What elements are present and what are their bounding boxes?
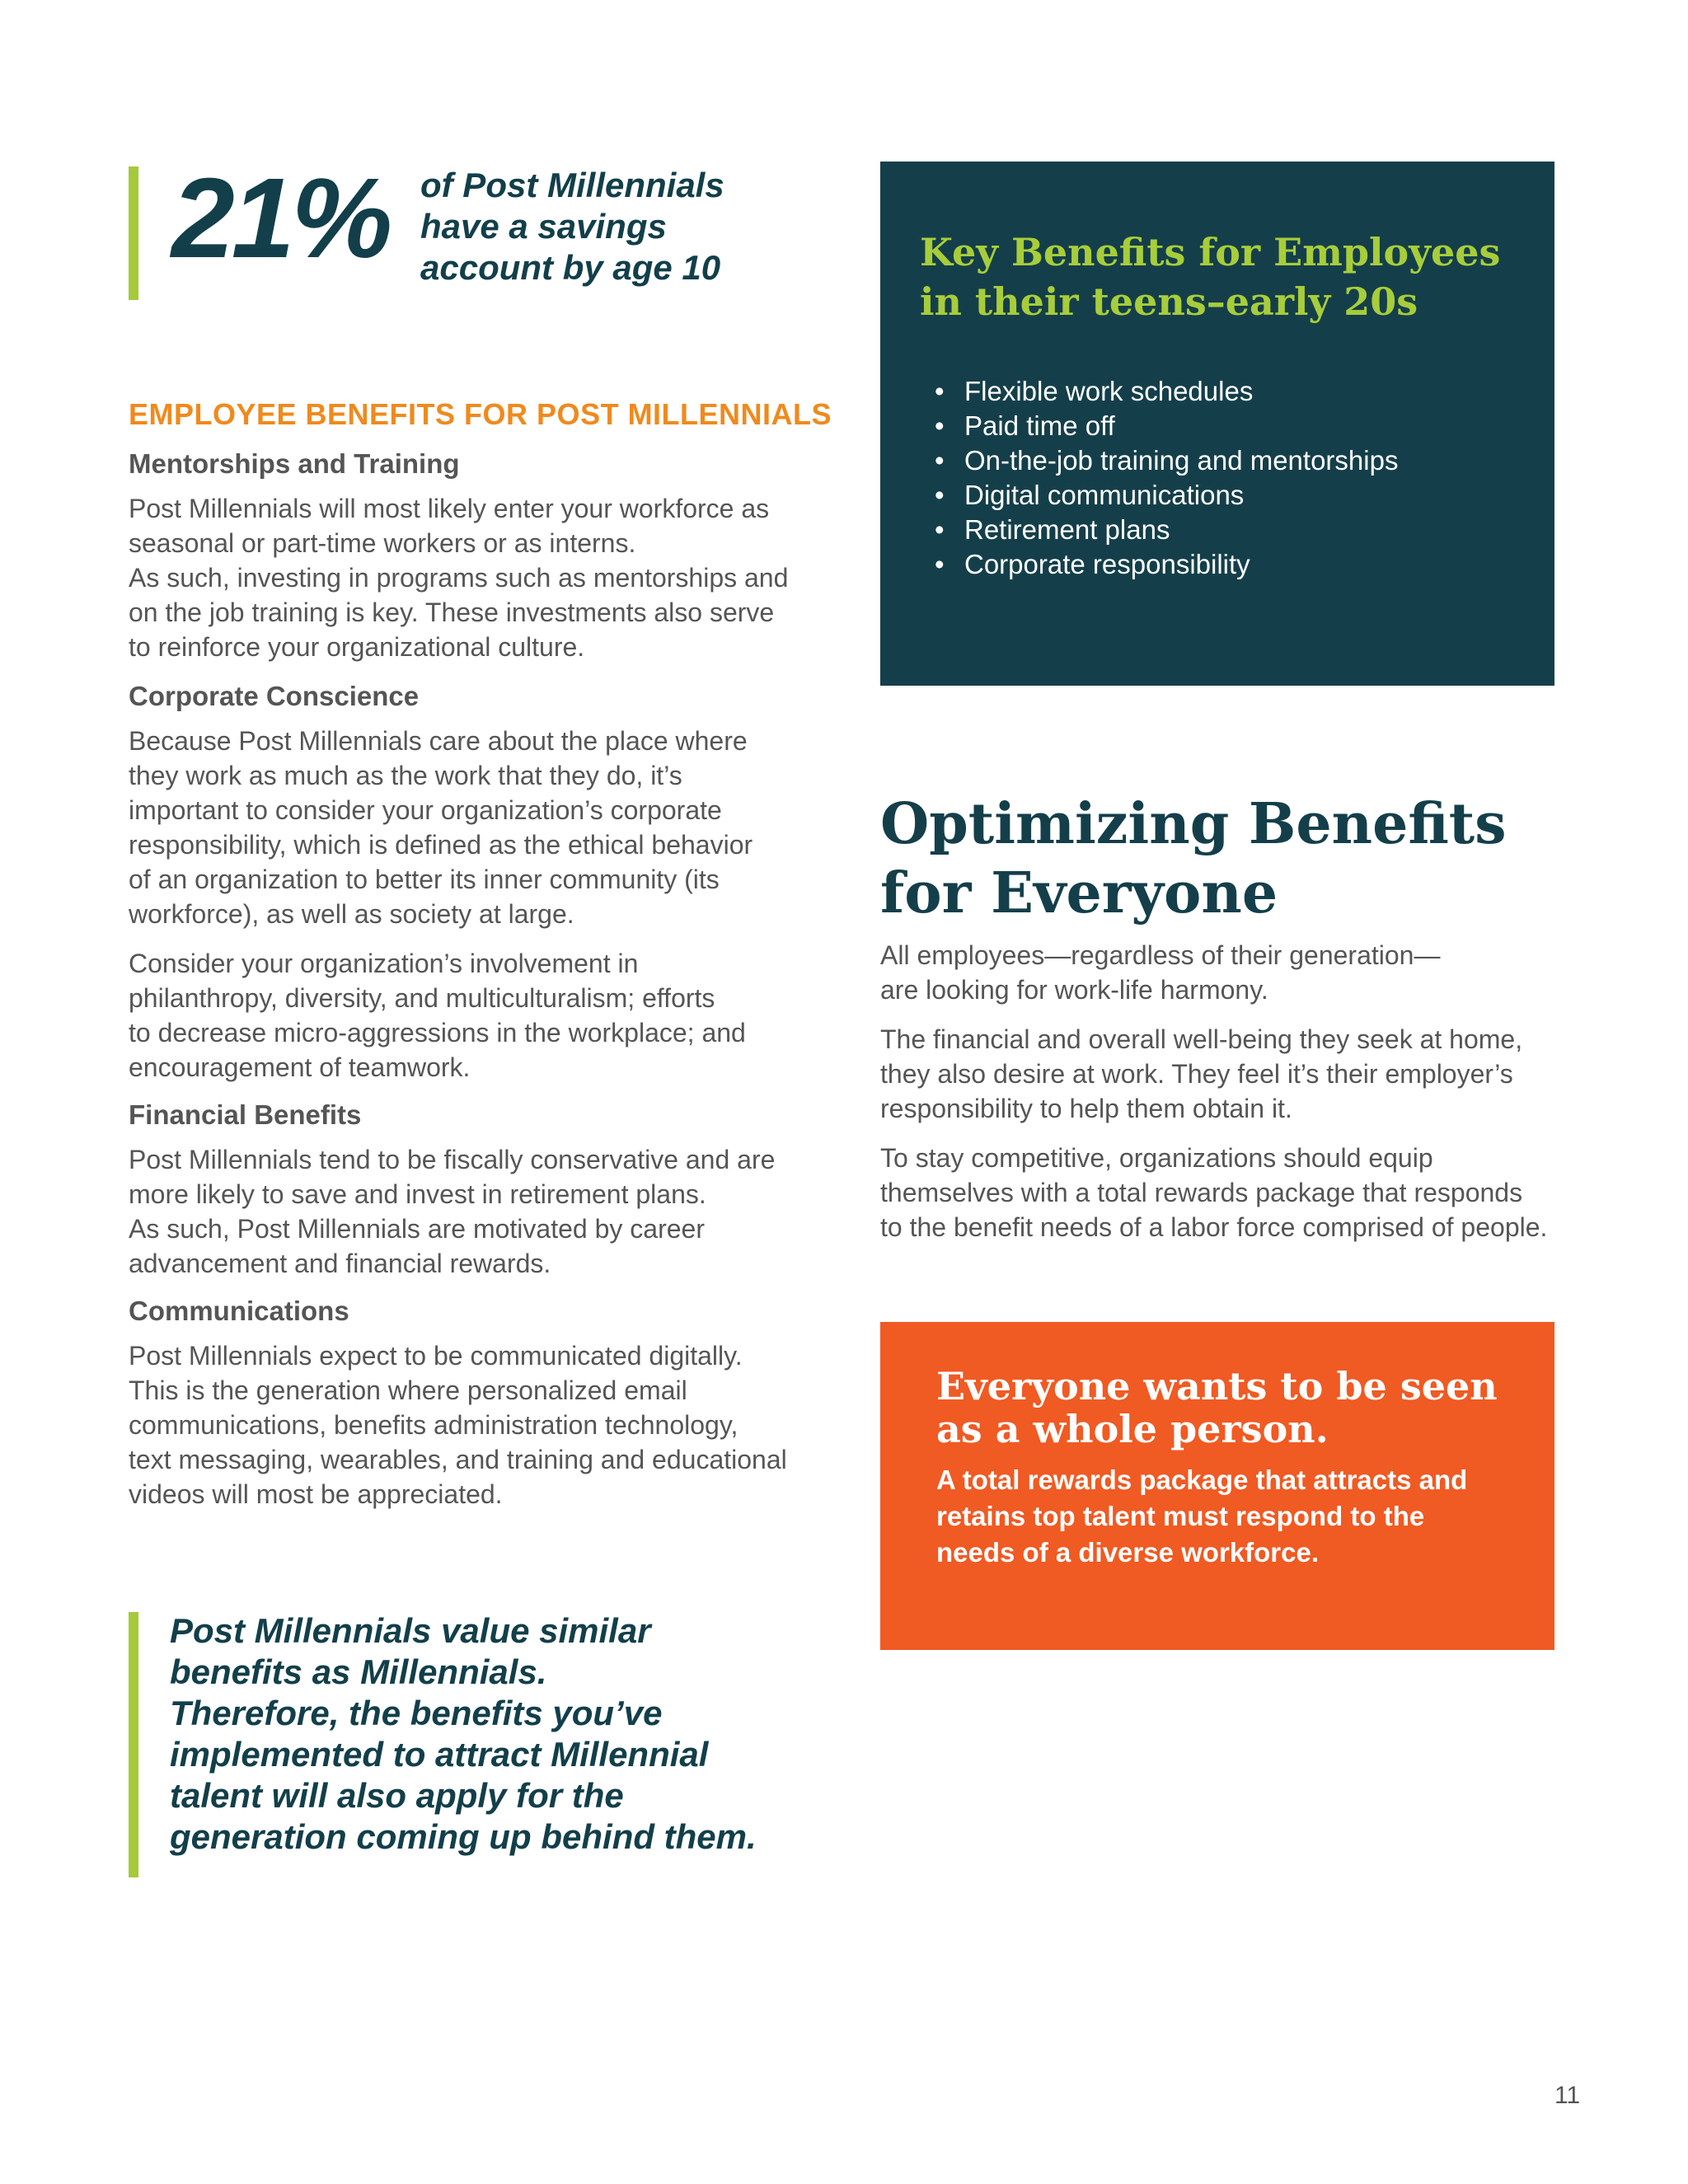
- list-item-label: Corporate responsibility: [964, 549, 1250, 579]
- list-item: [926, 513, 1536, 547]
- key-benefits-title: [920, 227, 1513, 326]
- stat-caption-line: have a savings: [420, 207, 667, 246]
- list-item: [926, 443, 1536, 478]
- bullet-icon: •: [935, 549, 945, 579]
- page-number: 11: [1554, 2082, 1581, 2109]
- text-line: responsibility to help them obtain it.: [880, 1094, 1292, 1123]
- text-line: important to consider your organization’s corporate: [129, 795, 722, 825]
- text-line: more likely to save and invest in retirement plans.: [129, 1179, 706, 1209]
- text-line: are looking for work-life harmony.: [880, 975, 1268, 1005]
- stat-caption-line: of Post Millennials: [420, 166, 724, 204]
- title-line: as a whole person.: [936, 1407, 1329, 1451]
- text-line: encouragement of teamwork.: [129, 1052, 471, 1082]
- text-line: Consider your organization’s involvement in: [129, 949, 639, 978]
- text-line: of an organization to better its inner community (its: [129, 865, 720, 894]
- text-line: needs of a diverse workforce.: [936, 1537, 1320, 1568]
- text-line: philanthropy, diversity, and multiculturalism; efforts: [129, 983, 715, 1013]
- title-line: Everyone wants to be seen: [936, 1364, 1498, 1408]
- text-line: workforce), as well as society at large.: [129, 899, 574, 929]
- optimizing-paragraph-1: [880, 938, 1564, 1007]
- text-line: text messaging, wearables, and training and educational: [129, 1445, 787, 1474]
- quote-line: talent will also apply for the: [170, 1776, 624, 1815]
- text-line: they also desire at work. They feel it’s their employer’s: [880, 1059, 1513, 1089]
- whole-person-callout: [880, 1322, 1554, 1650]
- paragraph-mentorships: [129, 491, 821, 664]
- quote-line: Post Millennials value similar: [170, 1611, 651, 1650]
- callout-text: [936, 1462, 1497, 1571]
- list-item: [926, 478, 1536, 513]
- text-line: As such, Post Millennials are motivated by career: [129, 1214, 705, 1244]
- text-line: to decrease micro-aggressions in the workplace; and: [129, 1018, 746, 1047]
- stat-number: 21%: [171, 155, 390, 282]
- text-line: As such, investing in programs such as mentorships and: [129, 563, 789, 593]
- subheading-communications: Communications: [129, 1296, 349, 1326]
- text-line: responsibility, which is defined as the ethical behavior: [129, 830, 753, 860]
- key-benefits-box: [880, 162, 1554, 686]
- subheading-mentorships: Mentorships and Training: [129, 448, 460, 479]
- paragraph-corporate-conscience-2: [129, 946, 821, 1085]
- optimizing-paragraph-3: [880, 1141, 1564, 1244]
- stat-caption: [420, 165, 767, 288]
- paragraph-financial-benefits: [129, 1142, 821, 1281]
- list-item-label: Flexible work schedules: [964, 376, 1254, 406]
- stat-caption-line: account by age 10: [420, 248, 721, 287]
- text-line: on the job training is key. These investments also serve: [129, 598, 775, 627]
- text-line: This is the generation where personalized email: [129, 1376, 687, 1405]
- text-line: seasonal or part-time workers or as interns.: [129, 528, 636, 558]
- text-line: All employees—regardless of their generation—: [880, 940, 1441, 970]
- quote-accent-bar: [129, 1612, 138, 1877]
- title-line: in their teens–early 20s: [920, 279, 1418, 324]
- bullet-icon: •: [935, 514, 945, 545]
- bullet-icon: •: [935, 410, 945, 441]
- quote-line: Therefore, the benefits you’ve: [170, 1694, 663, 1732]
- list-item-label: Paid time off: [964, 410, 1115, 441]
- bullet-icon: •: [935, 376, 945, 406]
- text-line: A total rewards package that attracts and: [936, 1465, 1468, 1495]
- text-line: they work as much as the work that they do, it’s: [129, 761, 682, 790]
- optimizing-title: [880, 790, 1556, 928]
- section-heading: EMPLOYEE BENEFITS FOR POST MILLENNIALS: [129, 397, 832, 431]
- list-item-label: On-the-job training and mentorships: [964, 445, 1399, 476]
- text-line: Post Millennials tend to be fiscally conservative and are: [129, 1145, 776, 1174]
- title-line: Optimizing Benefits: [880, 791, 1507, 857]
- list-item: [926, 374, 1536, 409]
- title-line: Key Benefits for Employees: [920, 230, 1501, 274]
- quote-line: generation coming up behind them.: [170, 1817, 757, 1856]
- list-item: [926, 409, 1536, 443]
- stat-accent-bar: [129, 166, 138, 300]
- callout-title: [936, 1365, 1530, 1451]
- text-line: retains top talent must respond to the: [936, 1501, 1425, 1531]
- text-line: communications, benefits administration technology,: [129, 1410, 738, 1440]
- text-line: The financial and overall well-being they seek at home,: [880, 1024, 1523, 1054]
- text-line: Post Millennials will most likely enter your workforce as: [129, 494, 770, 523]
- bullet-icon: •: [935, 445, 945, 476]
- text-line: videos will most be appreciated.: [129, 1479, 503, 1509]
- list-item: [926, 547, 1536, 582]
- optimizing-paragraph-2: [880, 1022, 1564, 1126]
- pull-quote: [170, 1610, 829, 1858]
- paragraph-communications: [129, 1338, 821, 1511]
- paragraph-corporate-conscience-1: [129, 724, 821, 931]
- text-line: Post Millennials expect to be communicated digitally.: [129, 1341, 743, 1371]
- text-line: advancement and financial rewards.: [129, 1249, 551, 1278]
- subheading-corporate-conscience: Corporate Conscience: [129, 681, 420, 711]
- quote-line: benefits as Millennials.: [170, 1652, 547, 1691]
- subheading-financial-benefits: Financial Benefits: [129, 1099, 362, 1130]
- text-line: to the benefit needs of a labor force comprised of people.: [880, 1212, 1548, 1242]
- quote-line: implemented to attract Millennial: [170, 1735, 709, 1774]
- bullet-icon: •: [935, 480, 945, 510]
- list-item-label: Digital communications: [964, 480, 1245, 510]
- text-line: To stay competitive, organizations should equip: [880, 1143, 1433, 1173]
- text-line: themselves with a total rewards package that responds: [880, 1178, 1523, 1207]
- list-item-label: Retirement plans: [964, 514, 1170, 545]
- key-benefits-list: [926, 374, 1536, 582]
- text-line: Because Post Millennials care about the place where: [129, 726, 748, 756]
- text-line: to reinforce your organizational culture.: [129, 632, 585, 662]
- title-line: for Everyone: [880, 860, 1278, 926]
